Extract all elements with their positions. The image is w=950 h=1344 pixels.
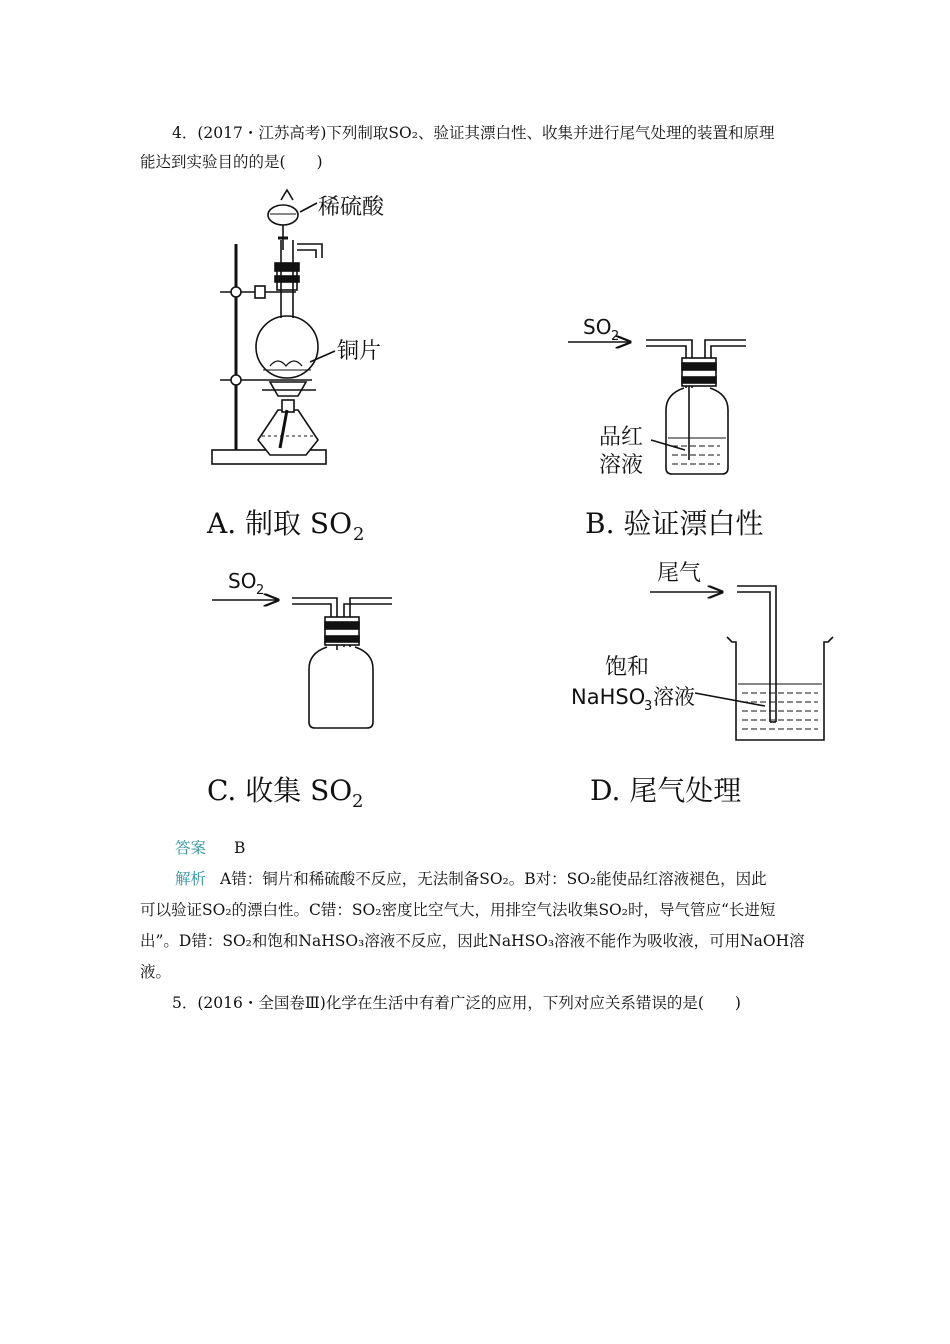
label-b-gas: SO [583,315,612,339]
question-4-line-1: 4．(2017・江苏高考)下列制取SO₂、验证其漂白性、收集并进行尾气处理的装置和原理 [172,124,775,142]
caption-a-subscript: 2 [353,524,365,545]
label-dilute-sulfuric-acid: 稀硫酸 [318,195,385,220]
analysis-text-1: A错：铜片和稀硫酸不反应，无法制备SO₂。B对：SO₂能使品红溶液褪色，因此 [220,870,767,888]
label-c-gas-subscript: 2 [256,583,265,598]
apparatus-b-bottle [568,340,746,474]
question-4-line-2: 能达到实验目的的是( ) [140,153,323,171]
caption-d: D. 尾气处理 [590,774,742,807]
analysis-line-2: 可以验证SO₂的漂白性。C错：SO₂密度比空气大，用排空气法收集SO₂时，导气管应“长进短 [140,901,776,919]
apparatus-d-beaker [650,586,833,740]
label-b-gas-subscript: 2 [611,329,620,344]
caption-c-subscript: 2 [352,791,364,812]
label-d-gas: 尾气 [657,561,702,586]
question-5-line-1: 5．(2016・全国卷Ⅲ)化学在生活中有着广泛的应用，下列对应关系错误的是( ) [172,994,741,1012]
label-d-liquid-line-1: 饱和 [605,655,650,680]
caption-a: A. 制取 SO [207,507,353,540]
label-b-liquid-line-2: 溶液 [599,453,644,478]
analysis-line-4: 液。 [140,963,172,981]
apparatus-c-bottle [212,598,392,728]
label-b-liquid-line-1: 品红 [599,425,644,450]
analysis-line-1 [175,869,767,889]
label-d-liquid-solution: 溶液 [653,685,695,709]
apparatus-a-generator [212,190,335,464]
caption-c: C. 收集 SO [207,774,353,807]
label-d-liquid-subscript: 3 [644,699,653,714]
analysis-label: 解析 [175,870,207,888]
label-c-gas: SO [228,569,257,593]
answer-line [175,838,245,858]
answer-label: 答案 [175,839,207,857]
caption-b: B. 验证漂白性 [585,507,764,540]
analysis-line-3: 出”。D错：SO₂和饱和NaHSO₃溶液不反应，因此NaHSO₃溶液不能作为吸收液，可用NaOH溶 [140,932,805,950]
label-copper-sheet: 铜片 [337,339,382,364]
answer-value: B [234,839,246,857]
label-d-liquid-line-2: NaHSO [571,685,646,709]
